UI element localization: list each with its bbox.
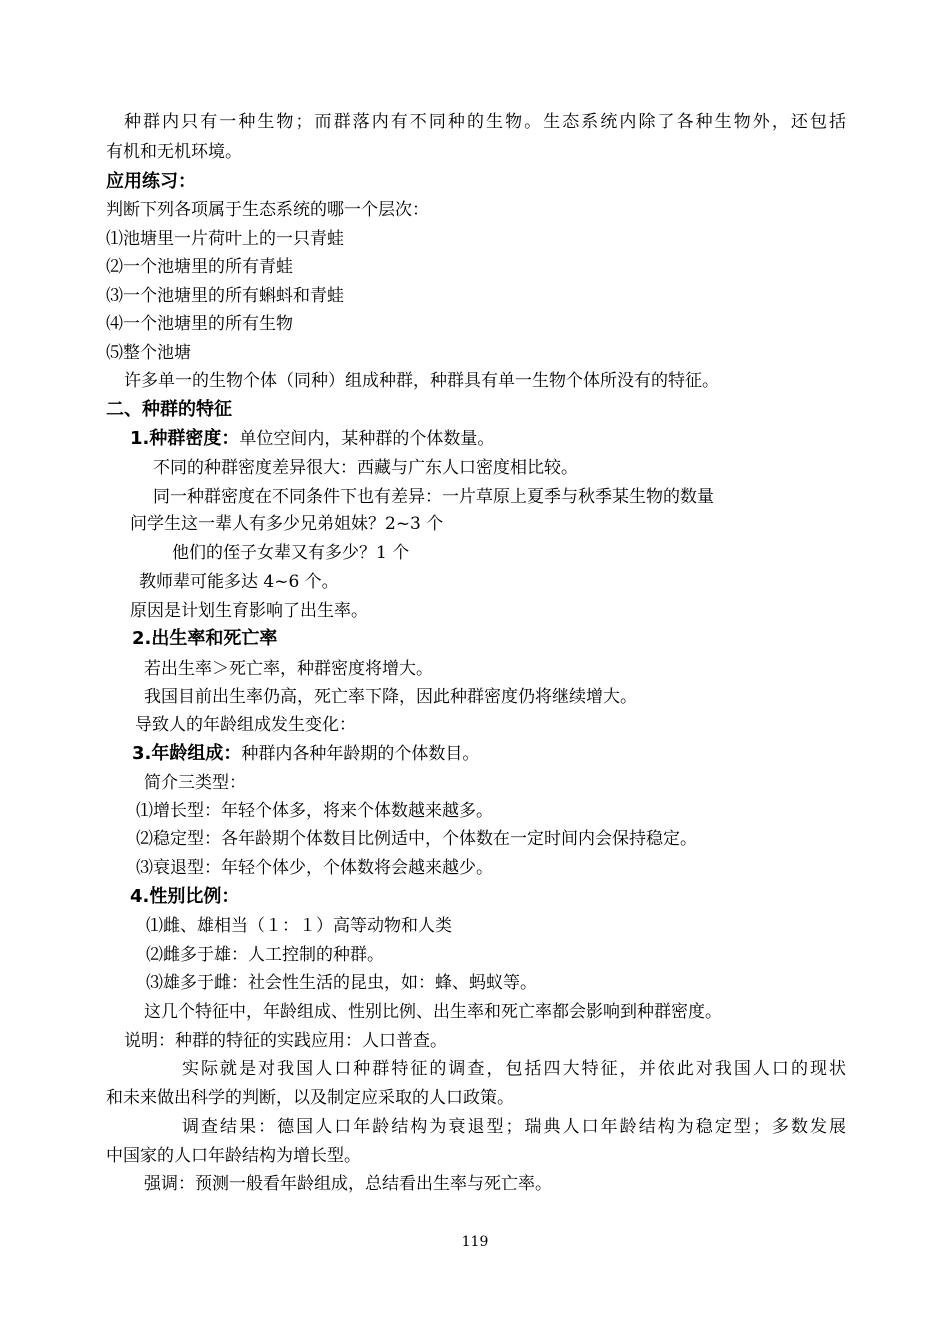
practice-question: 判断下列各项属于生态系统的哪一个层次： bbox=[106, 200, 429, 220]
sex-line-4: 这几个特征中，年龄组成、性别比例、出生率和死亡率都会影响到种群密度。 bbox=[144, 1002, 722, 1022]
census-emphasis: 强调：预测一般看年龄组成，总结看出生率与死亡率。 bbox=[144, 1174, 552, 1194]
age-title: 3.年龄组成： bbox=[132, 743, 242, 764]
sex-line-5: 说明：种群的特征的实践应用：人口普查。 bbox=[124, 1031, 447, 1051]
age-line-4: ⑶衰退型：年轻个体少，个体数将会越来越少。 bbox=[136, 858, 493, 878]
practice-heading: 应用练习： bbox=[106, 171, 196, 192]
section-2-heading: 二、种群的特征 bbox=[106, 399, 232, 420]
sex-title: 4.性别比例： bbox=[130, 886, 240, 907]
page-number: 119 bbox=[461, 1234, 489, 1250]
density-line bbox=[130, 427, 494, 451]
intro-line-2: 有机和无机环境。 bbox=[106, 142, 242, 162]
census-para-1-line-1: 实际就是对我国人口种群特征的调查，包括四大特征，并依此对我国人口的现状 bbox=[182, 1059, 846, 1079]
age-line-2: ⑴增长型：年轻个体多，将来个体数越来越多。 bbox=[136, 801, 493, 821]
age-definition: 种群内各种年龄期的个体数目。 bbox=[241, 744, 480, 764]
birth-death-line-2: 我国目前出生率仍高，死亡率下降，因此种群密度仍将继续增大。 bbox=[144, 687, 637, 707]
age-line-1: 简介三类型： bbox=[144, 773, 246, 793]
sex-line-3: ⑶雄多于雌：社会性生活的昆虫，如：蜂、蚂蚁等。 bbox=[146, 973, 537, 993]
age-line bbox=[132, 742, 479, 766]
census-para-2-line-1: 调查结果：德国人口年龄结构为衰退型；瑞典人口年龄结构为稳定型；多数发展 bbox=[182, 1117, 846, 1137]
density-definition: 单位空间内，某种群的个体数量。 bbox=[239, 429, 495, 449]
density-title: 1.种群密度： bbox=[130, 428, 240, 449]
sex-line-2: ⑵雌多于雄：人工控制的种群。 bbox=[146, 945, 384, 965]
birth-death-line-3: 导致人的年龄组成发生变化： bbox=[135, 715, 356, 735]
age-line-3: ⑵稳定型：各年龄期个体数目比例适中，个体数在一定时间内会保持稳定。 bbox=[136, 829, 697, 849]
practice-item-4: ⑷一个池塘里的所有生物 bbox=[106, 314, 293, 334]
practice-item-5: ⑸整个池塘 bbox=[106, 343, 191, 363]
density-line-6: 原因是计划生育影响了出生率。 bbox=[130, 601, 368, 621]
density-line-5: 教师辈可能多达 4~6 个。 bbox=[139, 572, 339, 592]
density-line-4: 他们的侄子女辈又有多少？1 个 bbox=[172, 543, 410, 563]
practice-item-1: ⑴池塘里一片荷叶上的一只青蛙 bbox=[106, 229, 344, 249]
practice-item-2: ⑵一个池塘里的所有青蛙 bbox=[106, 257, 293, 277]
census-para-1-line-2: 和未来做出科学的判断，以及制定应采取的人口政策。 bbox=[106, 1088, 514, 1108]
birth-death-title: 2.出生率和死亡率 bbox=[132, 628, 278, 649]
census-para-2-line-2: 中国家的人口年龄结构为增长型。 bbox=[106, 1146, 361, 1166]
sex-line-1: ⑴雌、雄相当（１：１）高等动物和人类 bbox=[146, 916, 452, 936]
density-line-2: 同一种群密度在不同条件下也有差异：一片草原上夏季与秋季某生物的数量 bbox=[153, 487, 714, 507]
birth-death-line-1: 若出生率＞死亡率，种群密度将增大。 bbox=[144, 659, 433, 679]
practice-summary: 许多单一的生物个体（同种）组成种群，种群具有单一生物个体所没有的特征。 bbox=[124, 371, 719, 391]
density-line-1: 不同的种群密度差异很大：西藏与广东人口密度相比较。 bbox=[153, 458, 578, 478]
density-line-3: 问学生这一辈人有多少兄弟姐妹？2~3 个 bbox=[130, 514, 444, 534]
intro-line-1: 种群内只有一种生物；而群落内有不同种的生物。生态系统内除了各种生物外，还包括 bbox=[124, 112, 846, 132]
practice-item-3: ⑶一个池塘里的所有蝌蚪和青蛙 bbox=[106, 286, 344, 306]
